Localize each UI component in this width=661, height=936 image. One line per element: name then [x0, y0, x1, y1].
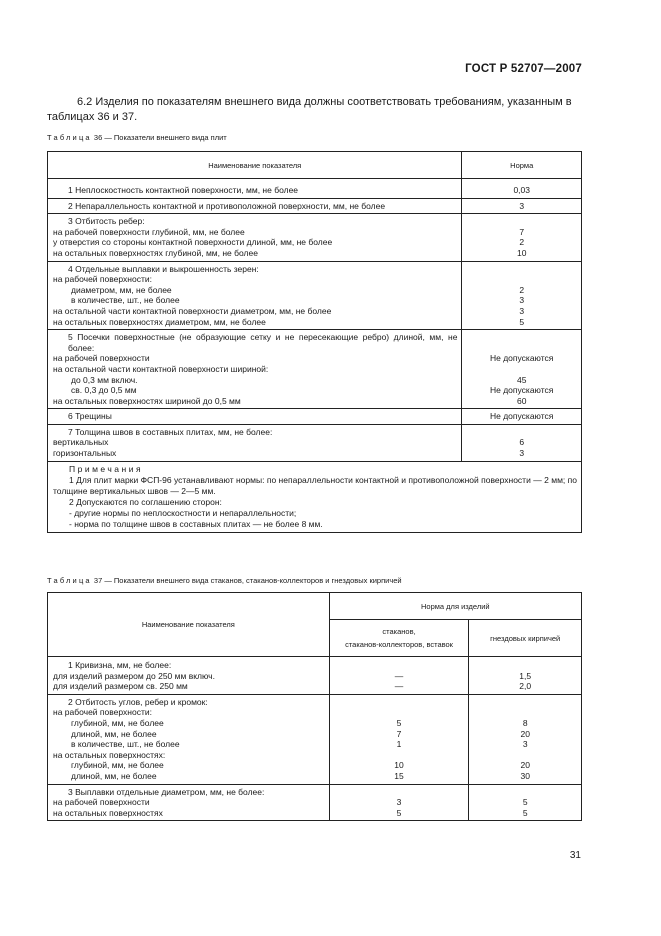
row-value: 3	[519, 305, 525, 316]
row-text: глубиной, мм, не более	[71, 760, 164, 771]
row-text: 7 Толщина швов в составных плитах, мм, не более:	[68, 426, 273, 437]
row-text: на остальных поверхностях диаметром, мм, не более	[53, 316, 266, 327]
table37-col-name: Наименование показателя	[48, 593, 330, 657]
row-text: 2 Отбитость углов, ребер и кромок:	[68, 696, 208, 707]
table-row	[48, 330, 582, 409]
row-text: на рабочей поверхности:	[53, 274, 152, 285]
row-text: 6 Трещины	[68, 411, 112, 422]
row-text: до 0,3 мм включ.	[71, 374, 138, 385]
row-value: 3	[396, 797, 402, 808]
row-text: на остальных поверхностях	[53, 807, 163, 818]
row-value: Не допускаются	[490, 411, 554, 422]
table36-notes-row	[48, 461, 582, 532]
table-row	[48, 694, 582, 784]
row-text: на остальных поверхностях шириной до 0,5 мм	[53, 395, 241, 406]
table-row	[48, 198, 582, 214]
row-text: на рабочей поверхности	[53, 797, 150, 808]
table37-col-norm-group: Норма для изделий	[329, 593, 581, 620]
table-36	[47, 151, 582, 533]
table-row	[48, 179, 582, 199]
table-row	[48, 214, 582, 261]
row-value: 5	[522, 807, 528, 818]
row-value: 5	[522, 797, 528, 808]
row-text: длиной, мм, не более	[71, 770, 157, 781]
row-text: на остальных поверхностях:	[53, 749, 166, 760]
row-value: 3	[519, 448, 525, 459]
row-text: у отверстия со стороны контактной поверхности длиной, мм, не более	[53, 237, 333, 248]
row-text: для изделий размером св. 250 мм	[53, 681, 188, 692]
table37-col-sub2: гнездовых кирпичей	[469, 620, 582, 657]
table36-col-name: Наименование показателя	[48, 152, 462, 179]
row-text: глубиной, мм, не более	[71, 717, 164, 728]
row-text: св. 0,3 до 0,5 мм	[71, 385, 137, 396]
row-text: 2 Непараллельность контактной и противоположной поверхности, мм, не более	[68, 200, 386, 211]
row-value: 7	[519, 226, 525, 237]
sub1-line1: стаканов,	[382, 627, 416, 636]
table-37	[47, 592, 582, 821]
table36-col-norm: Норма	[462, 152, 582, 179]
intro-paragraph: 6.2 Изделия по показателям внешнего вида должны соответствовать требованиям, указанным в таблицах 36 и 37.	[47, 96, 572, 123]
row-value: 2	[519, 284, 525, 295]
table-row	[48, 424, 582, 461]
row-text: 4 Отдельные выплавки и выкрошенность зерен:	[68, 263, 259, 274]
row-text: для изделий размером до 250 мм включ.	[53, 670, 215, 681]
row-value: 7	[396, 728, 402, 739]
note-2a: - другие нормы по неплоскостности и непараллельности;	[69, 507, 297, 518]
row-value: 60	[516, 395, 527, 406]
table-row	[48, 784, 582, 821]
table-row	[48, 657, 582, 695]
row-value: 5	[519, 316, 525, 327]
row-text: вертикальных	[53, 437, 109, 448]
row-text: 3 Отбитость ребер:	[68, 216, 145, 227]
row-value: Не допускаются	[490, 385, 554, 396]
row-text: в количестве, шт., не более	[71, 295, 180, 306]
row-value: —	[394, 681, 404, 692]
row-value: 3	[519, 200, 525, 211]
row-value: —	[394, 670, 404, 681]
row-text: на остальной части контактной поверхности шириной:	[53, 363, 269, 374]
row-value: 5	[396, 807, 402, 818]
row-value: 1,5	[519, 670, 532, 681]
row-text: 1 Неплоскостность контактной поверхности, мм, не более	[68, 185, 299, 195]
notes-title: Примечания	[69, 463, 144, 474]
row-value: 20	[520, 760, 530, 771]
row-text: 5 Посечки поверхностные (не образующие сетку и не пересекающие ребро) длиной, мм, не более:	[68, 332, 458, 353]
row-value: 15	[394, 770, 404, 781]
row-text: 1 Кривизна, мм, не более:	[68, 660, 172, 670]
page-number: 31	[569, 850, 581, 861]
sub1-line2: стаканов-коллекторов, вставок	[345, 640, 453, 649]
table36-caption	[47, 133, 227, 142]
row-value: 3	[522, 739, 528, 750]
row-text: на остальных поверхностях глубиной, мм, не более	[53, 247, 258, 258]
row-value: 10	[516, 247, 527, 258]
table36-caption-word: Таблица	[47, 133, 92, 142]
table-row	[48, 261, 582, 330]
row-value: 10	[394, 760, 404, 771]
table-row	[48, 409, 582, 425]
row-value: 6	[519, 437, 525, 448]
table37-caption	[47, 576, 402, 585]
table37-header-row	[48, 593, 582, 620]
document-code: ГОСТ Р 52707—2007	[465, 63, 582, 75]
table37-caption-text: 37 — Показатели внешнего вида стаканов, стаканов-коллекторов и гнездовых кирпичей	[93, 576, 402, 585]
row-value: 8	[522, 717, 528, 728]
table36-caption-text: 36 — Показатели внешнего вида плит	[93, 133, 227, 142]
row-value: 5	[396, 717, 402, 728]
row-value: 1	[396, 739, 402, 750]
row-value: 0,03	[513, 185, 530, 195]
row-value: 2,0	[519, 681, 532, 692]
row-text: на остальной части контактной поверхности диаметром, мм, не более	[53, 305, 332, 316]
row-value: Не допускаются	[490, 353, 554, 364]
row-text: на рабочей поверхности глубиной, мм, не более	[53, 226, 245, 237]
row-text: диаметром, мм, не более	[71, 284, 172, 295]
row-text: в количестве, шт., не более	[71, 739, 180, 750]
row-value: 3	[519, 295, 525, 306]
row-value: 2	[519, 237, 525, 248]
table37-col-sub1	[329, 620, 469, 657]
row-text: длиной, мм, не более	[71, 728, 157, 739]
row-text: горизонтальных	[53, 448, 117, 459]
row-text: 3 Выплавки отдельные диаметром, мм, не более:	[68, 786, 265, 797]
row-text: на рабочей поверхности:	[53, 707, 152, 718]
note-2b: - норма по толщине швов в составных плитах — не более 8 мм.	[69, 518, 323, 529]
row-text: на рабочей поверхности	[53, 353, 150, 364]
table36-header-row	[48, 152, 582, 179]
table37-caption-word: Таблица	[47, 576, 92, 585]
note-1: 1 Для плит марки ФСП-96 устанавливают нормы: по непараллельности контактной и противоположной поверхности — 2 мм; по толщине вертикальных швов — 2—5 мм.	[53, 474, 577, 496]
note-2: 2 Допускаются по соглашению сторон:	[69, 496, 222, 507]
row-value: 45	[516, 374, 527, 385]
row-value: 20	[520, 728, 530, 739]
row-value: 30	[520, 770, 530, 781]
